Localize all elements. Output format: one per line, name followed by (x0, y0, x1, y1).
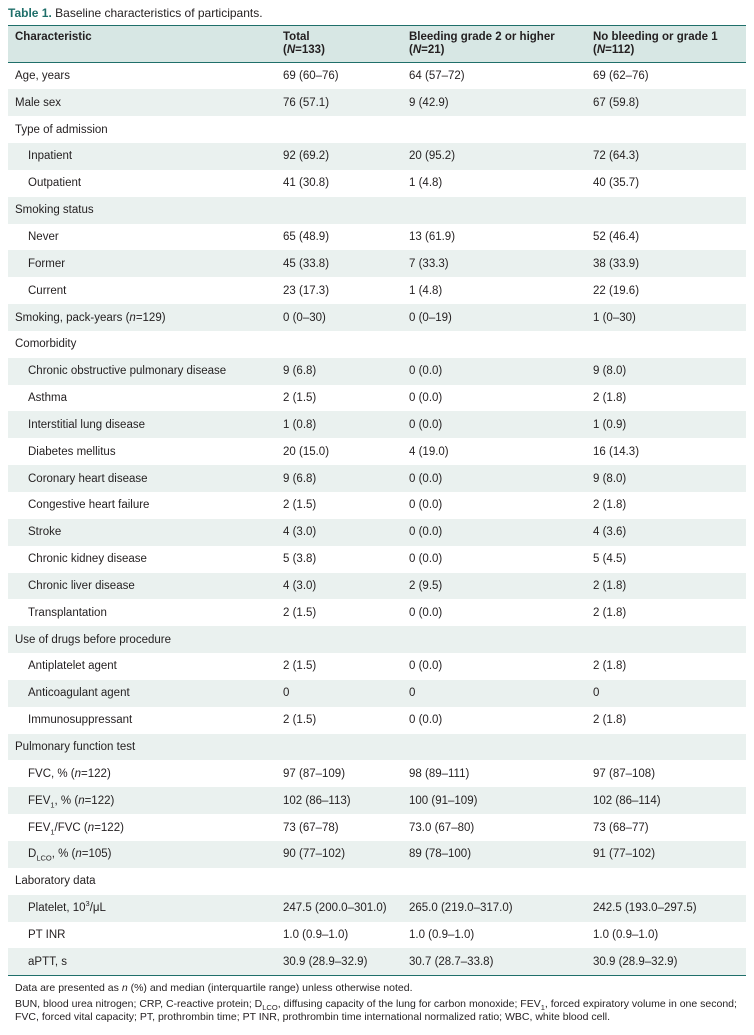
row-total: 5 (3.8) (283, 553, 317, 566)
row-bleeding: 98 (89–111) (409, 767, 470, 780)
row-total: 102 (86–113) (276, 787, 402, 814)
row-total: 76 (57.1) (276, 89, 402, 116)
table-body (8, 63, 746, 976)
baseline-characteristics-table (8, 26, 746, 975)
table-row (8, 358, 746, 385)
row-bleeding: 73.0 (67–80) (409, 821, 475, 834)
row-no-bleeding: 22 (19.6) (593, 284, 640, 297)
table-row (8, 868, 746, 895)
row-label: Smoking status (15, 204, 94, 217)
row-characteristic (8, 760, 276, 787)
row-total: 1.0 (0.9–1.0) (283, 928, 349, 941)
row-bleeding: 7 (33.3) (402, 250, 586, 277)
row-bleeding (402, 868, 586, 895)
table-row (8, 922, 746, 949)
row-no-bleeding: 30.9 (28.9–32.9) (586, 948, 746, 975)
row-total: 247.5 (200.0–301.0) (276, 895, 402, 922)
row-no-bleeding: 16 (14.3) (593, 445, 640, 458)
row-no-bleeding: 91 (77–102) (586, 841, 746, 868)
row-characteristic (8, 599, 276, 626)
row-total: 90 (77–102) (276, 841, 402, 868)
row-characteristic (8, 787, 276, 814)
row-total: 2 (1.5) (283, 714, 317, 727)
row-total (276, 868, 402, 895)
row-label: Immunosuppressant (28, 714, 133, 727)
row-total: 23 (17.3) (283, 284, 330, 297)
row-no-bleeding: 5 (4.5) (593, 553, 627, 566)
row-characteristic (8, 573, 276, 600)
row-total: 97 (87–109) (283, 767, 346, 780)
row-characteristic (8, 707, 276, 734)
row-bleeding: 0 (0.0) (402, 358, 586, 385)
row-characteristic (8, 734, 276, 761)
row-total: 2 (1.5) (283, 499, 317, 512)
header-characteristic (8, 26, 276, 63)
table-row (8, 385, 746, 412)
row-label: Age, years (15, 70, 70, 83)
row-bleeding: 4 (19.0) (409, 445, 449, 458)
table-caption-text: Baseline characteristics of participants. (55, 6, 263, 20)
row-characteristic (8, 63, 276, 90)
row-characteristic (8, 304, 276, 331)
row-bleeding: 1 (4.8) (409, 284, 443, 297)
row-characteristic (8, 250, 276, 277)
row-label: Outpatient (28, 177, 82, 190)
table-row (8, 89, 746, 116)
row-label: Male sex (15, 96, 62, 109)
header-bleeding: Bleeding grade 2 or higher (N=21) (402, 26, 586, 63)
row-total: 41 (30.8) (283, 177, 330, 190)
row-bleeding: 0 (0.0) (409, 714, 443, 727)
row-bleeding: 0 (0.0) (409, 499, 443, 512)
row-label-part: /FVC ( (54, 821, 88, 834)
row-characteristic (8, 170, 276, 197)
row-no-bleeding (586, 197, 746, 224)
row-label-subscript: 1 (50, 826, 55, 836)
row-label: FEV (28, 821, 51, 834)
row-total: 2 (1.5) (283, 392, 317, 405)
row-label: Platelet, 10 (28, 902, 86, 915)
row-bleeding: 64 (57–72) (409, 70, 465, 83)
table-row (8, 599, 746, 626)
footnote-data-presentation: Data are presented as n (%) and median (interquartile range) unless otherwise noted. (15, 982, 413, 995)
row-total: 2 (1.5) (283, 660, 317, 673)
row-characteristic (8, 519, 276, 546)
row-characteristic (8, 385, 276, 412)
row-total (276, 626, 402, 653)
header-total: Total (N=133) (276, 26, 402, 63)
table-row (8, 814, 746, 841)
row-bleeding: 1 (4.8) (409, 177, 443, 190)
row-bleeding (402, 734, 586, 761)
row-no-bleeding: 9 (8.0) (586, 358, 746, 385)
row-characteristic (8, 895, 276, 922)
row-no-bleeding: 2 (1.8) (593, 606, 627, 619)
row-no-bleeding: 2 (1.8) (586, 573, 746, 600)
row-no-bleeding: 242.5 (193.0–297.5) (586, 895, 746, 922)
row-no-bleeding (586, 331, 746, 358)
row-bleeding: 0 (0.0) (409, 553, 443, 566)
row-bleeding: 1.0 (0.9–1.0) (409, 928, 475, 941)
row-total: 73 (67–78) (283, 821, 339, 834)
row-label: Former (28, 257, 66, 270)
row-total: 0 (276, 680, 402, 707)
row-bleeding: 13 (61.9) (409, 230, 456, 243)
row-no-bleeding: 0 (586, 680, 746, 707)
row-label: Interstitial lung disease (28, 418, 145, 431)
row-label-superscript: 3 (85, 899, 90, 909)
row-characteristic (8, 626, 276, 653)
table-caption-label: Table 1. (8, 6, 52, 20)
row-total: 92 (69.2) (276, 143, 402, 170)
row-label: Stroke (28, 526, 62, 539)
row-no-bleeding: 2 (1.8) (593, 499, 627, 512)
row-characteristic (8, 653, 276, 680)
row-characteristic (8, 358, 276, 385)
row-label: Never (28, 230, 59, 243)
row-characteristic (8, 948, 276, 975)
row-label-part: /μL (89, 902, 106, 915)
row-label: Smoking, pack-years ( (15, 311, 130, 324)
row-characteristic (8, 197, 276, 224)
table-row (8, 250, 746, 277)
row-label-n-symbol: n (74, 767, 82, 780)
row-no-bleeding: 1 (0.9) (586, 411, 746, 438)
table-row (8, 895, 746, 922)
row-no-bleeding: 1.0 (0.9–1.0) (593, 928, 659, 941)
row-label: Antiplatelet agent (28, 660, 117, 673)
table-header-row (8, 26, 746, 63)
row-bleeding: 0 (0.0) (402, 465, 586, 492)
row-characteristic (8, 438, 276, 465)
row-label-n-symbol: n (75, 848, 82, 861)
row-no-bleeding (586, 868, 746, 895)
row-total: 20 (15.0) (283, 445, 330, 458)
header-total-n-symbol: N (286, 44, 296, 56)
footnote-abbreviations: BUN, blood urea nitrogen; CRP, C-reactive protein; $D_{LCO}$, diffusing capacity of the lung for carbon monoxide; $FEV_1$, forced expiratory volume in one second; FVC, forced vital capacity; PT, prothrombin time; PT INR, prothrombin time international normalized ratio; WBC, white blood cell. (15, 998, 737, 1024)
table-row (8, 492, 746, 519)
row-characteristic (8, 841, 276, 868)
row-total (276, 116, 402, 143)
row-label-n-symbol: n (87, 821, 95, 834)
row-bleeding: 0 (0.0) (409, 606, 443, 619)
row-characteristic (8, 492, 276, 519)
row-total: 4 (3.0) (276, 519, 402, 546)
row-label: Congestive heart failure (28, 499, 150, 512)
row-bleeding (402, 116, 586, 143)
row-characteristic (8, 89, 276, 116)
row-total: 4 (3.0) (276, 573, 402, 600)
row-label-subscript: LCO (36, 853, 52, 863)
row-bleeding: 265.0 (219.0–317.0) (402, 895, 586, 922)
header-no-bleeding-n-value: 112 (611, 44, 631, 56)
row-label: Laboratory data (15, 875, 96, 888)
row-total (276, 197, 402, 224)
header-total-n-value: 133 (301, 44, 322, 56)
row-characteristic (8, 868, 276, 895)
row-total: 1 (0.8) (276, 411, 402, 438)
row-label-n-symbol: n (129, 311, 136, 324)
row-characteristic (8, 465, 276, 492)
row-label: Comorbidity (15, 338, 77, 351)
table-row (8, 465, 746, 492)
row-label: Chronic obstructive pulmonary disease (28, 365, 227, 378)
row-total: 9 (6.8) (276, 465, 402, 492)
row-bleeding: 0 (402, 680, 586, 707)
row-no-bleeding: 9 (8.0) (586, 465, 746, 492)
row-bleeding (402, 197, 586, 224)
row-no-bleeding (586, 116, 746, 143)
row-characteristic (8, 411, 276, 438)
table-row (8, 787, 746, 814)
table-row (8, 707, 746, 734)
row-characteristic (8, 143, 276, 170)
table-row (8, 304, 746, 331)
row-characteristic (8, 224, 276, 251)
row-no-bleeding: 97 (87–108) (593, 767, 656, 780)
row-label-part: =122) (81, 767, 111, 780)
row-no-bleeding: 69 (62–76) (593, 70, 649, 83)
row-no-bleeding: 38 (33.9) (586, 250, 746, 277)
row-no-bleeding: 4 (3.6) (586, 519, 746, 546)
row-characteristic (8, 680, 276, 707)
table-row (8, 734, 746, 761)
row-label: Current (28, 284, 67, 297)
row-bleeding: 0 (0.0) (402, 411, 586, 438)
row-characteristic (8, 546, 276, 573)
row-total: 2 (1.5) (283, 606, 317, 619)
row-label: Pulmonary function test (15, 741, 136, 754)
row-characteristic (8, 331, 276, 358)
row-total: 9 (6.8) (276, 358, 402, 385)
header-characteristic-label: Characteristic (15, 31, 92, 43)
row-label: FVC, % ( (28, 767, 75, 780)
row-no-bleeding: 73 (68–77) (593, 821, 649, 834)
row-no-bleeding: 2 (1.8) (593, 392, 627, 405)
row-label-part: , % ( (51, 848, 76, 861)
row-bleeding (402, 331, 586, 358)
row-label: Inpatient (28, 150, 73, 163)
row-label-part: =122) (84, 794, 115, 807)
row-bleeding: 89 (78–100) (402, 841, 586, 868)
row-label: Type of admission (15, 123, 108, 136)
table-row (8, 224, 746, 251)
row-no-bleeding: 52 (46.4) (593, 230, 640, 243)
row-label: Chronic kidney disease (28, 553, 147, 566)
row-label-part: =129) (135, 311, 166, 324)
row-total: 65 (48.9) (283, 230, 330, 243)
row-bleeding: 100 (91–109) (402, 787, 586, 814)
header-no-bleeding-n-symbol: N (596, 44, 606, 56)
table-row (8, 63, 746, 90)
row-bleeding: 0 (0–19) (402, 304, 586, 331)
table-caption (8, 6, 746, 21)
table-row (8, 277, 746, 304)
row-label: Asthma (28, 392, 67, 405)
table-row (8, 546, 746, 573)
row-label: Transplantation (28, 606, 107, 619)
table-row (8, 948, 746, 975)
table-row (8, 331, 746, 358)
table-row (8, 143, 746, 170)
table-footnotes (8, 976, 746, 1024)
header-total-label: Total (283, 31, 310, 43)
row-label-n-symbol: n (78, 794, 85, 807)
row-no-bleeding: 67 (59.8) (586, 89, 746, 116)
header-bleeding-n-value: 21 (427, 44, 441, 56)
row-label: Chronic liver disease (28, 579, 135, 592)
row-bleeding: 0 (0.0) (409, 660, 443, 673)
row-label: PT INR (28, 928, 66, 941)
row-label: Anticoagulant agent (28, 687, 130, 700)
table-row (8, 116, 746, 143)
table-row (8, 411, 746, 438)
row-label: Use of drugs before procedure (15, 633, 171, 646)
table-row (8, 626, 746, 653)
row-no-bleeding (586, 626, 746, 653)
row-bleeding: 20 (95.2) (402, 143, 586, 170)
row-no-bleeding: 72 (64.3) (586, 143, 746, 170)
table-row (8, 653, 746, 680)
row-total: 30.9 (28.9–32.9) (276, 948, 402, 975)
row-total: 0 (0–30) (276, 304, 402, 331)
table-row (8, 519, 746, 546)
row-label-part: , % ( (54, 794, 79, 807)
row-total: 45 (33.8) (276, 250, 402, 277)
row-label: aPTT, s (28, 955, 67, 968)
row-no-bleeding: 2 (1.8) (593, 660, 627, 673)
table-row (8, 760, 746, 787)
row-bleeding (402, 626, 586, 653)
header-no-bleeding-label: No bleeding or grade 1 (593, 31, 718, 43)
table-row (8, 680, 746, 707)
row-label: D (28, 848, 37, 861)
row-total (276, 331, 402, 358)
row-total (276, 734, 402, 761)
table-row (8, 841, 746, 868)
header-no-bleeding: No bleeding or grade 1 (N=112) (586, 26, 746, 63)
row-label: Coronary heart disease (28, 472, 148, 485)
row-label-part: =105) (81, 848, 112, 861)
row-total: 69 (60–76) (283, 70, 339, 83)
row-no-bleeding: 102 (86–114) (586, 787, 746, 814)
row-characteristic (8, 277, 276, 304)
row-label: FEV (28, 794, 51, 807)
row-label-part: =122) (94, 821, 124, 834)
table-row (8, 170, 746, 197)
row-bleeding: 9 (42.9) (402, 89, 586, 116)
table-header (8, 26, 746, 63)
row-characteristic (8, 814, 276, 841)
row-no-bleeding: 40 (35.7) (593, 177, 640, 190)
table-row (8, 197, 746, 224)
header-bleeding-label: Bleeding grade 2 or higher (409, 31, 555, 43)
row-label-subscript: 1 (50, 800, 55, 809)
row-label: Diabetes mellitus (28, 445, 116, 458)
row-characteristic (8, 116, 276, 143)
row-bleeding: 2 (9.5) (402, 573, 586, 600)
row-no-bleeding: 2 (1.8) (593, 714, 627, 727)
row-no-bleeding (586, 734, 746, 761)
row-bleeding: 0 (0.0) (402, 519, 586, 546)
table-row (8, 438, 746, 465)
row-bleeding: 0 (0.0) (409, 392, 443, 405)
row-no-bleeding: 1 (0–30) (586, 304, 746, 331)
table-row (8, 573, 746, 600)
header-bleeding-n-symbol: N (412, 44, 422, 56)
row-bleeding: 30.7 (28.7–33.8) (402, 948, 586, 975)
row-characteristic (8, 922, 276, 949)
